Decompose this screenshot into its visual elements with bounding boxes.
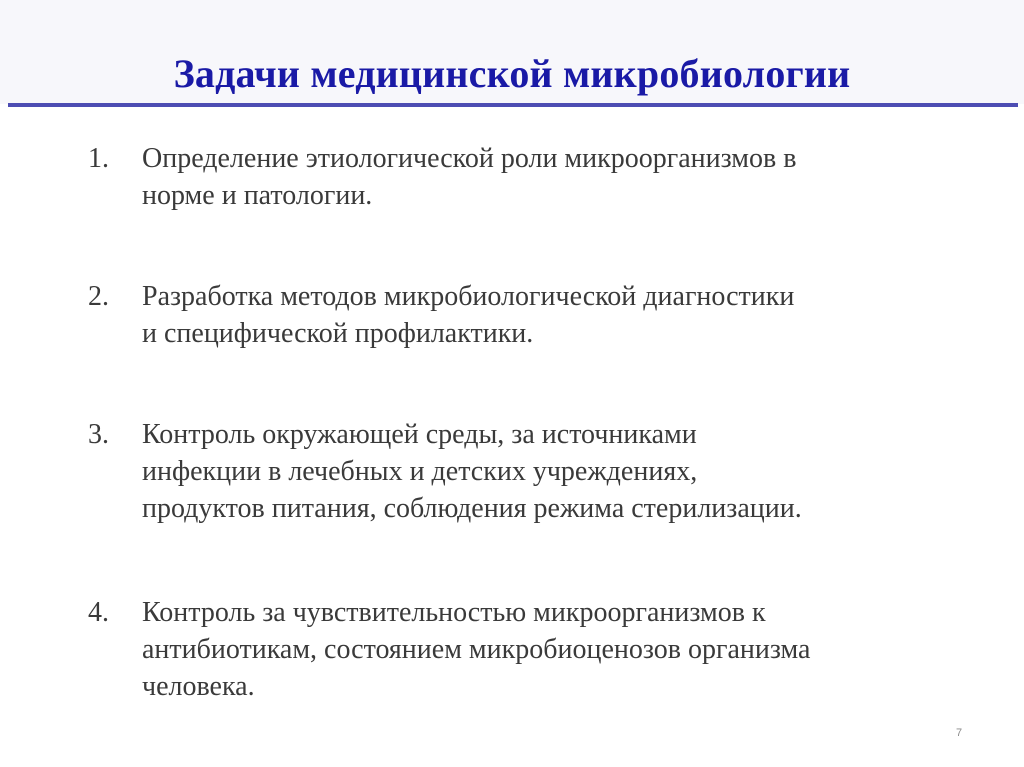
task-line: человека. bbox=[142, 671, 255, 702]
slide-title: Задачи медицинской микробиологии bbox=[173, 51, 851, 96]
task-text bbox=[142, 278, 982, 352]
task-line: антибиотикам, состоянием микробиоценозов организма bbox=[142, 634, 811, 665]
task-text bbox=[142, 416, 982, 527]
task-line: норме и патологии. bbox=[142, 180, 373, 211]
page-number: 7 bbox=[956, 727, 963, 739]
task-number: 2. bbox=[88, 281, 109, 312]
task-line: Контроль за чувствительностью микроорганизмов к bbox=[142, 597, 766, 628]
task-line: Контроль окружающей среды, за источниками bbox=[142, 419, 697, 450]
task-text bbox=[142, 594, 982, 705]
task-number: 1. bbox=[88, 143, 109, 174]
task-line: Разработка методов микробиологической диагностики bbox=[142, 281, 795, 312]
title-divider bbox=[8, 103, 1018, 107]
task-number: 4. bbox=[88, 597, 109, 628]
task-line: инфекции в лечебных и детских учреждениях, bbox=[142, 456, 698, 487]
task-text bbox=[142, 140, 982, 214]
task-number: 3. bbox=[88, 419, 109, 450]
task-line: Определение этиологической роли микроорганизмов в bbox=[142, 143, 797, 174]
task-line: и специфической профилактики. bbox=[142, 318, 534, 349]
task-line: продуктов питания, соблюдения режима стерилизации. bbox=[142, 493, 802, 524]
